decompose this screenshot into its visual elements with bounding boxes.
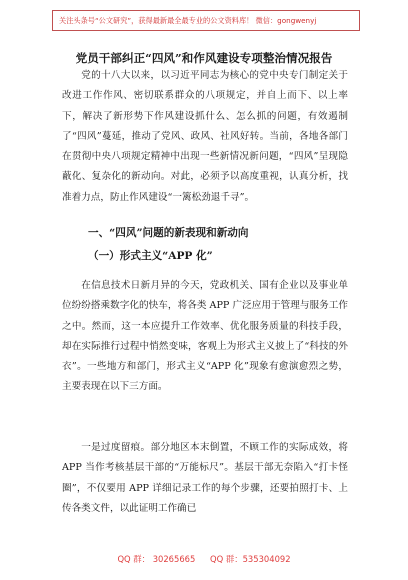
section-heading: 一、“四风”问题的新表现和新动向 <box>88 227 249 239</box>
footer-qq-group-2: QQ 群：535304092 <box>210 554 291 564</box>
paragraph-excessive-traces: 一是过度留痕。部分地区本末倒置，不顾工作的实际成效，将 APP 当作考核基层干部的“万能标尺”。基层干部无奈陷入“打卡怪圈”，不仅要用 APP 详细记录工作的每个步骤，还要拍照打卡、上传各类文件，以此证明工作确已 <box>62 442 348 514</box>
promo-banner: 关注头条号“公文研究”，获得最新最全最专业的公文资料库！ 微信：gongwenyj <box>52 10 360 31</box>
paragraph-app: 在信息技术日新月异的今天，党政机关、国有企业以及事业单位纷纷搭乘数字化的快车，将各类 APP 广泛应用于管理与服务工作之中。然而，这一本应提升工作效率、优化服务质量的科技手段，却在实际推行过程中悄然变味，客观上为形式主义披上了“科技的外衣”。一些地方和部门，形式主义“APP 化”现象有愈演愈烈之势，主要表现在以下三方面。 <box>62 280 348 393</box>
subsection-heading: （一）形式主义“APP 化” <box>88 250 213 262</box>
document-title: 党员干部纠正“四风”和作风建设专项整治情况报告 <box>75 51 333 65</box>
footer <box>0 553 408 565</box>
footer-qq-group-1: QQ 群： 30265665 <box>117 554 196 564</box>
paragraph-intro: 党的十八大以来，以习近平同志为核心的党中央专门制定关于改进工作作风、密切联系群众的八项规定，并自上而下、以上率下，解决了新形势下作风建设抓什么、怎么抓的问题，有效遏制了“四风”蔓延，推动了党风、政风、社风好转。当前，各地各部门在贯彻中央八项规定精神中出现一些新情况新问题，“四风”呈现隐蔽化、复杂化的新动向。对此，必须予以高度重视，认真分析，找准着力点，防止作风建设“一篱松劲退千寻”。 <box>62 70 348 203</box>
